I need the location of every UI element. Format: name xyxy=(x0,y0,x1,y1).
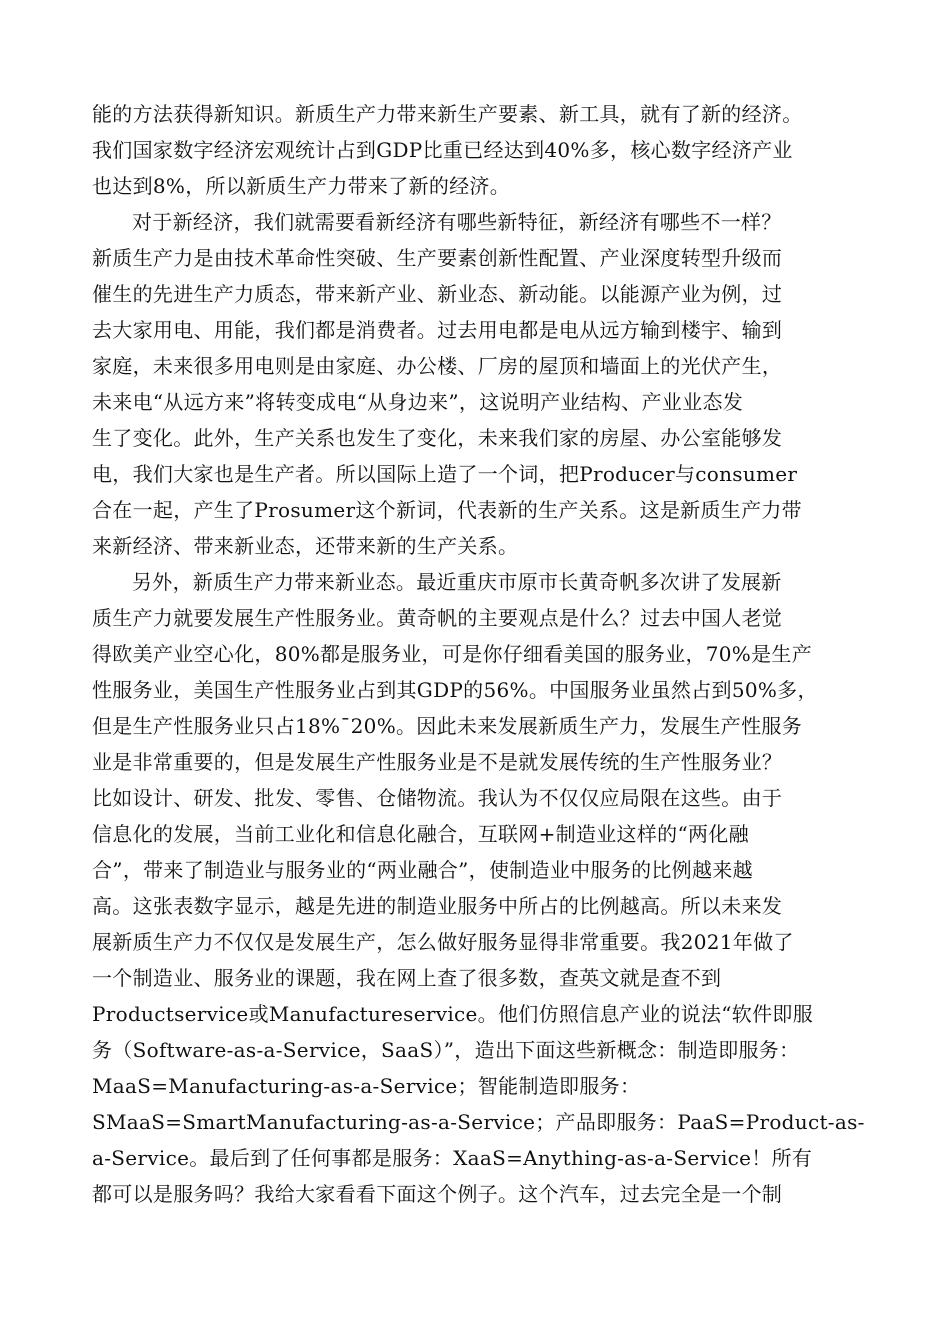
text-line: a-Service。最后到了任何事都是服务：XaaS=Anything-as-a-Service！所有 xyxy=(92,1146,813,1170)
text-line: Productservice或Manufactureservice。他们仿照信息产业的说法“软件即服 xyxy=(92,1002,813,1026)
text-line: 质生产力就要发展生产性服务业。黄奇帆的主要观点是什么？过去中国人老觉 xyxy=(92,606,783,630)
paragraph-start-line: 对于新经济，我们就需要看新经济有哪些新特征，新经济有哪些不一样？ xyxy=(132,210,782,234)
text-line: 一个制造业、服务业的课题，我在网上查了很多数，查英文就是查不到 xyxy=(92,966,722,990)
text-line: 我们国家数字经济宏观统计占到GDP比重已经达到40%多，核心数字经济产业 xyxy=(92,138,793,162)
text-line: 业是非常重要的，但是发展生产性服务业是不是就发展传统的生产性服务业？ xyxy=(92,750,783,774)
text-line: 高。这张表数字显示，越是先进的制造业服务中所占的比例越高。所以未来发 xyxy=(92,894,783,918)
text-line: 务（Software-as-a-Service，SaaS）”，造出下面这些新概念：制造即服务： xyxy=(92,1038,800,1062)
text-line: 新质生产力是由技术革命性突破、生产要素创新性配置、产业深度转型升级而 xyxy=(92,246,783,270)
text-line: 去大家用电、用能，我们都是消费者。过去用电都是电从远方输到楼宇、输到 xyxy=(92,318,783,342)
text-line: 催生的先进生产力质态，带来新产业、新业态、新动能。以能源产业为例，过 xyxy=(92,282,783,306)
text-line: SMaaS=SmartManufacturing-as-a-Service；产品即服务：PaaS=Product-as- xyxy=(92,1110,865,1134)
text-line: 来新经济、带来新业态，还带来新的生产关系。 xyxy=(92,534,519,558)
text-line: 得欧美产业空心化，80%都是服务业，可是你仔细看美国的服务业，70%是生产 xyxy=(92,642,813,666)
text-line: 能的方法获得新知识。新质生产力带来新生产要素、新工具，就有了新的经济。 xyxy=(92,102,803,126)
text-line: 电，我们大家也是生产者。所以国际上造了一个词，把Producer与consumer xyxy=(92,462,798,486)
text-line: 家庭，未来很多用电则是由家庭、办公楼、厂房的屋顶和墙面上的光伏产生， xyxy=(92,354,783,378)
text-line: 信息化的发展，当前工业化和信息化融合，互联网+制造业这样的“两化融 xyxy=(92,822,749,846)
text-line: 都可以是服务吗？我给大家看看下面这个例子。这个汽车，过去完全是一个制 xyxy=(92,1182,783,1206)
text-line: 比如设计、研发、批发、零售、仓储物流。我认为不仅仅应局限在这些。由于 xyxy=(92,786,783,810)
text-line: 但是生产性服务业只占18%¯20%。因此未来发展新质生产力，发展生产性服务 xyxy=(92,714,803,738)
text-line: 合”，带来了制造业与服务业的“两业融合”，使制造业中服务的比例越来越 xyxy=(92,858,753,882)
text-line: 也达到8%，所以新质生产力带来了新的经济。 xyxy=(92,174,511,198)
text-line: 生了变化。此外，生产关系也发生了变化，未来我们家的房屋、办公室能够发 xyxy=(92,426,783,450)
text-line: 未来电“从远方来”将转变成电“从身边来”，这说明产业结构、产业业态发 xyxy=(92,390,744,414)
text-line: 性服务业，美国生产性服务业占到其GDP的56%。中国服务业虽然占到50%多， xyxy=(92,678,818,702)
text-line: MaaS=Manufacturing-as-a-Service；智能制造即服务： xyxy=(92,1074,641,1098)
paragraph-start-line: 另外，新质生产力带来新业态。最近重庆市原市长黄奇帆多次讲了发展新 xyxy=(132,570,782,594)
text-line: 展新质生产力不仅仅是发展生产，怎么做好服务显得非常重要。我2021年做了 xyxy=(92,930,794,954)
text-line: 合在一起，产生了Prosumer这个新词，代表新的生产关系。这是新质生产力带 xyxy=(92,498,802,522)
